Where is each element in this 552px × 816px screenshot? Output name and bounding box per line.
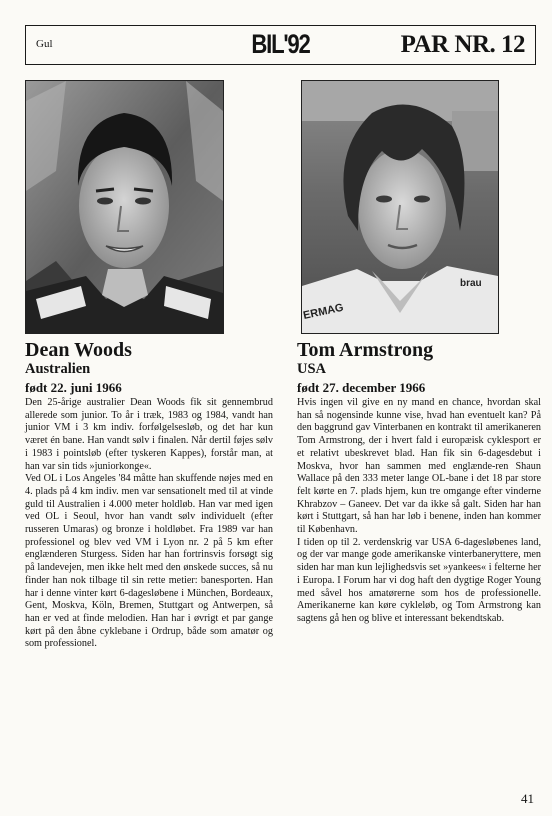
pair-number: PAR NR. 12 [400,31,525,58]
jersey-color-label: Gul [36,38,53,50]
rider-birthdate: født 22. juni 1966 [25,380,122,395]
rider-biography: Hvis ingen vil give en ny mand en chance, hvordan skal han så nogensinde kunne vise, hvad han eventuelt kan? På den baggrund gav Vinterbanen en kontrakt til amerikaneren Tom Armstrong, der i hvert fald i europæisk cyklesport er et relativt ubeskrevet blad. Han fik sin 6-dagesdebut i Moskva, hvor han sammen med englænde-ren Shaun Wallace på den 333 meter lange OL-bane i det 18 par store felt kørte en 7. plads hjem, kun tre omgange efter vinderne Khrabzov – Ganeev. Det var da ikke så galt. Siden har han kørt i Stuttgart, så han har løb i benene, inden han kommer til København. I tiden op til 2. verdenskrig var USA 6-dagesløbenes land, og der var mange gode amerikanske vinterbaneryttere, men siden har man kun lejlighedsvis set »yankees« i felterne her i Europa. I Forum har vi dog haft den dygtige Roger Young med såvel hos amatørerne som hos de professionelle. Amerikanerne kan køre cykleløb, og Tom Armstrong kan sagtens gå hen og blive et interessant bekendtskab. [297,397,541,624]
page-number: 41 [521,791,534,806]
jersey-sponsor-text-right: brau [460,278,482,289]
rider-photo-tom-armstrong [301,80,499,334]
rider-name: Tom Armstrong [297,339,434,361]
rider-biography: Den 25-årige australier Dean Woods fik sit gennembrud allerede som junior. To år i træk, 1983 og 1984, vandt han junior VM i 3 km indiv. forfølgelsesløb, og det har kun været én bane. Han vandt sølv i finalen. Når dertil føjes sølv i 1983 i pointsløb (efter tyskeren Kappes), forstår man, at han var sin tids »juniorkonge«. Ved OL i Los Angeles '84 måtte han skuffende nøjes med en 4. plads på 4 km indiv. men var sensationelt med til at vinde guld til Australien i 4.000 meter holdløb. Han var med igen ved OL i Seoul, hvor han vandt sølv individuelt (efter russeren Umaras) og bronze i holdløbet. Fra 1989 var han professionel og blev ved VM i Lyon nr. 2 på 5 km efter englænderen Sturgess. Siden har han fortrinsvis forsøgt sig på landevejen, men ikke helt med den ønskede succes, så nu finder han nok tilbage til sin rette metier: banesporten. Han har i denne vinter kørt 6-dagesløbene i München, Bordeaux, Gent, Moskva, Köln, Bremen, Stuttgart og Antwerpen, så han er ved at finde melodien. Han har i øvrigt et par gange kørt på den åbne cyklebane i Ordrup, både som amatør og som professionel. [25,397,273,650]
publication-logo: BIL'92 [251,29,310,59]
rider-photo-dean-woods [25,80,224,334]
rider-country: USA [297,361,327,377]
jersey-sponsor-text-left: ERMAG [302,301,345,322]
rider-name: Dean Woods [25,339,132,361]
rider-birthdate: født 27. december 1966 [297,380,426,395]
rider-country: Australien [25,361,91,377]
page-header [25,25,536,65]
